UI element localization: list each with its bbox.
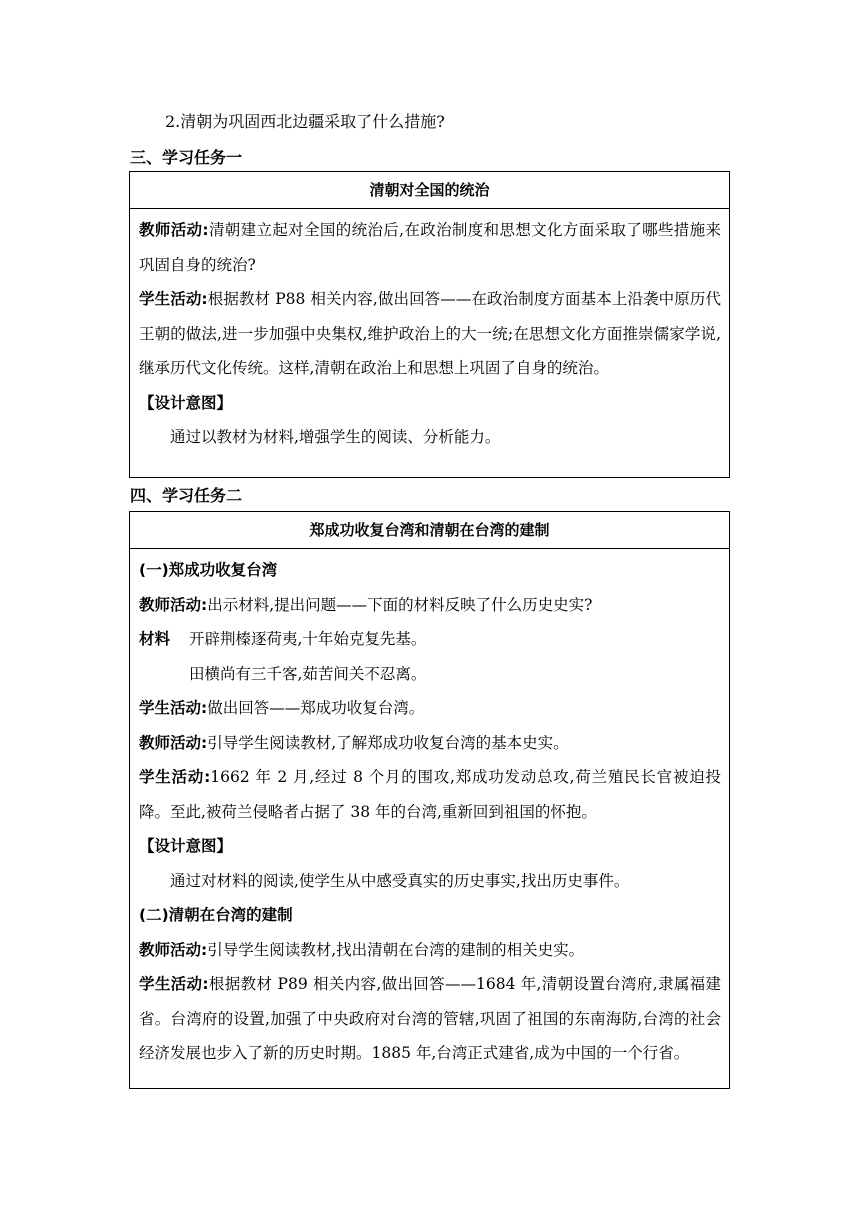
part1-student-text: 做出回答——郑成功收复台湾。 xyxy=(207,699,425,717)
part1-student2-text: 1662 年 2 月,经过 8 个月的围攻,郑成功发动总攻,荷兰殖民长官被迫投降。至此,被荷兰侵略者占据了 38 年的台湾,重新回到祖国的怀抱。 xyxy=(139,768,721,821)
task1-table-body xyxy=(130,209,729,461)
student-activity-text: 根据教材 P88 相关内容,做出回答——在政治制度方面基本上沿袭中原历代王朝的做法,进一步加强中央集权,维护政治上的大一统;在思想文化方面推崇儒家学说,继承历代文化传统。这样,清朝在政治上和思想上巩固了自身的统治。 xyxy=(139,290,722,377)
student-activity-label: 学生活动: xyxy=(139,290,208,308)
part1-student2-paragraph xyxy=(139,760,721,829)
task1-table xyxy=(129,171,730,478)
task2-table-title: 郑成功收复台湾和清朝在台湾的建制 xyxy=(130,512,729,549)
material-verse-2: 田横尚有三千客,茹苦间关不忍离。 xyxy=(189,664,427,683)
part1-student-label: 学生活动: xyxy=(139,699,208,717)
design-intent-text: 通过以教材为材料,增强学生的阅读、分析能力。 xyxy=(170,428,501,446)
part2-teacher-label: 教师活动: xyxy=(139,940,208,959)
part2-student-label: 学生活动: xyxy=(139,975,209,993)
part1-student-paragraph xyxy=(139,691,721,726)
part1-teacher2-paragraph xyxy=(139,726,721,761)
section-heading-task1: 三、学习任务一 xyxy=(130,148,243,167)
material-label: 材料 xyxy=(139,630,171,648)
part1-teacher-paragraph xyxy=(139,588,721,623)
design-intent-label: 【设计意图】 xyxy=(139,393,233,412)
intro-question: 2.清朝为巩固西北边疆采取了什么措施? xyxy=(165,112,445,131)
part1-teacher2-label: 教师活动: xyxy=(139,733,208,752)
part2-teacher-text: 引导学生阅读教材,找出清朝在台湾的建制的相关史实。 xyxy=(207,940,585,959)
part1-design-label: 【设计意图】 xyxy=(139,837,233,855)
part2-student-paragraph xyxy=(139,967,721,1071)
part1-heading: (一)郑成功收复台湾 xyxy=(139,561,278,579)
part1-teacher2-text: 引导学生阅读教材,了解郑成功收复台湾的基本史实。 xyxy=(207,733,569,752)
teacher-activity-label: 教师活动: xyxy=(139,221,209,239)
part1-teacher-label: 教师活动: xyxy=(139,595,208,614)
teacher-activity-text: 清朝建立起对全国的统治后,在政治制度和思想文化方面采取了哪些措施来巩固自身的统治? xyxy=(139,221,721,274)
teacher-activity-paragraph xyxy=(139,213,721,282)
part2-heading: (二)清朝在台湾的建制 xyxy=(139,906,293,924)
part2-student-text: 根据教材 P89 相关内容,做出回答——1684 年,清朝设置台湾府,隶属福建省。台湾府的设置,加强了中央政府对台湾的管辖,巩固了祖国的东南海防,台湾的社会经济发展也步入了新的历史时期。1885 年,台湾正式建省,成为中国的一个行省。 xyxy=(139,975,721,1062)
task2-table xyxy=(129,511,730,1089)
student-activity-paragraph xyxy=(139,282,721,386)
section-heading-task2: 四、学习任务二 xyxy=(130,486,243,505)
task1-table-title: 清朝对全国的统治 xyxy=(130,172,729,209)
material-line-1 xyxy=(139,622,721,657)
part2-teacher-paragraph xyxy=(139,933,721,968)
part1-teacher-text: 出示材料,提出问题——下面的材料反映了什么历史史实? xyxy=(207,595,593,614)
material-line-2 xyxy=(139,657,721,692)
part1-design-text: 通过对材料的阅读,使学生从中感受真实的历史事实,找出历史事件。 xyxy=(170,871,630,890)
part1-student2-label: 学生活动: xyxy=(139,768,211,786)
material-verse-1: 开辟荆榛逐荷夷,十年始克复先基。 xyxy=(189,630,427,648)
task2-table-body xyxy=(130,549,729,1077)
